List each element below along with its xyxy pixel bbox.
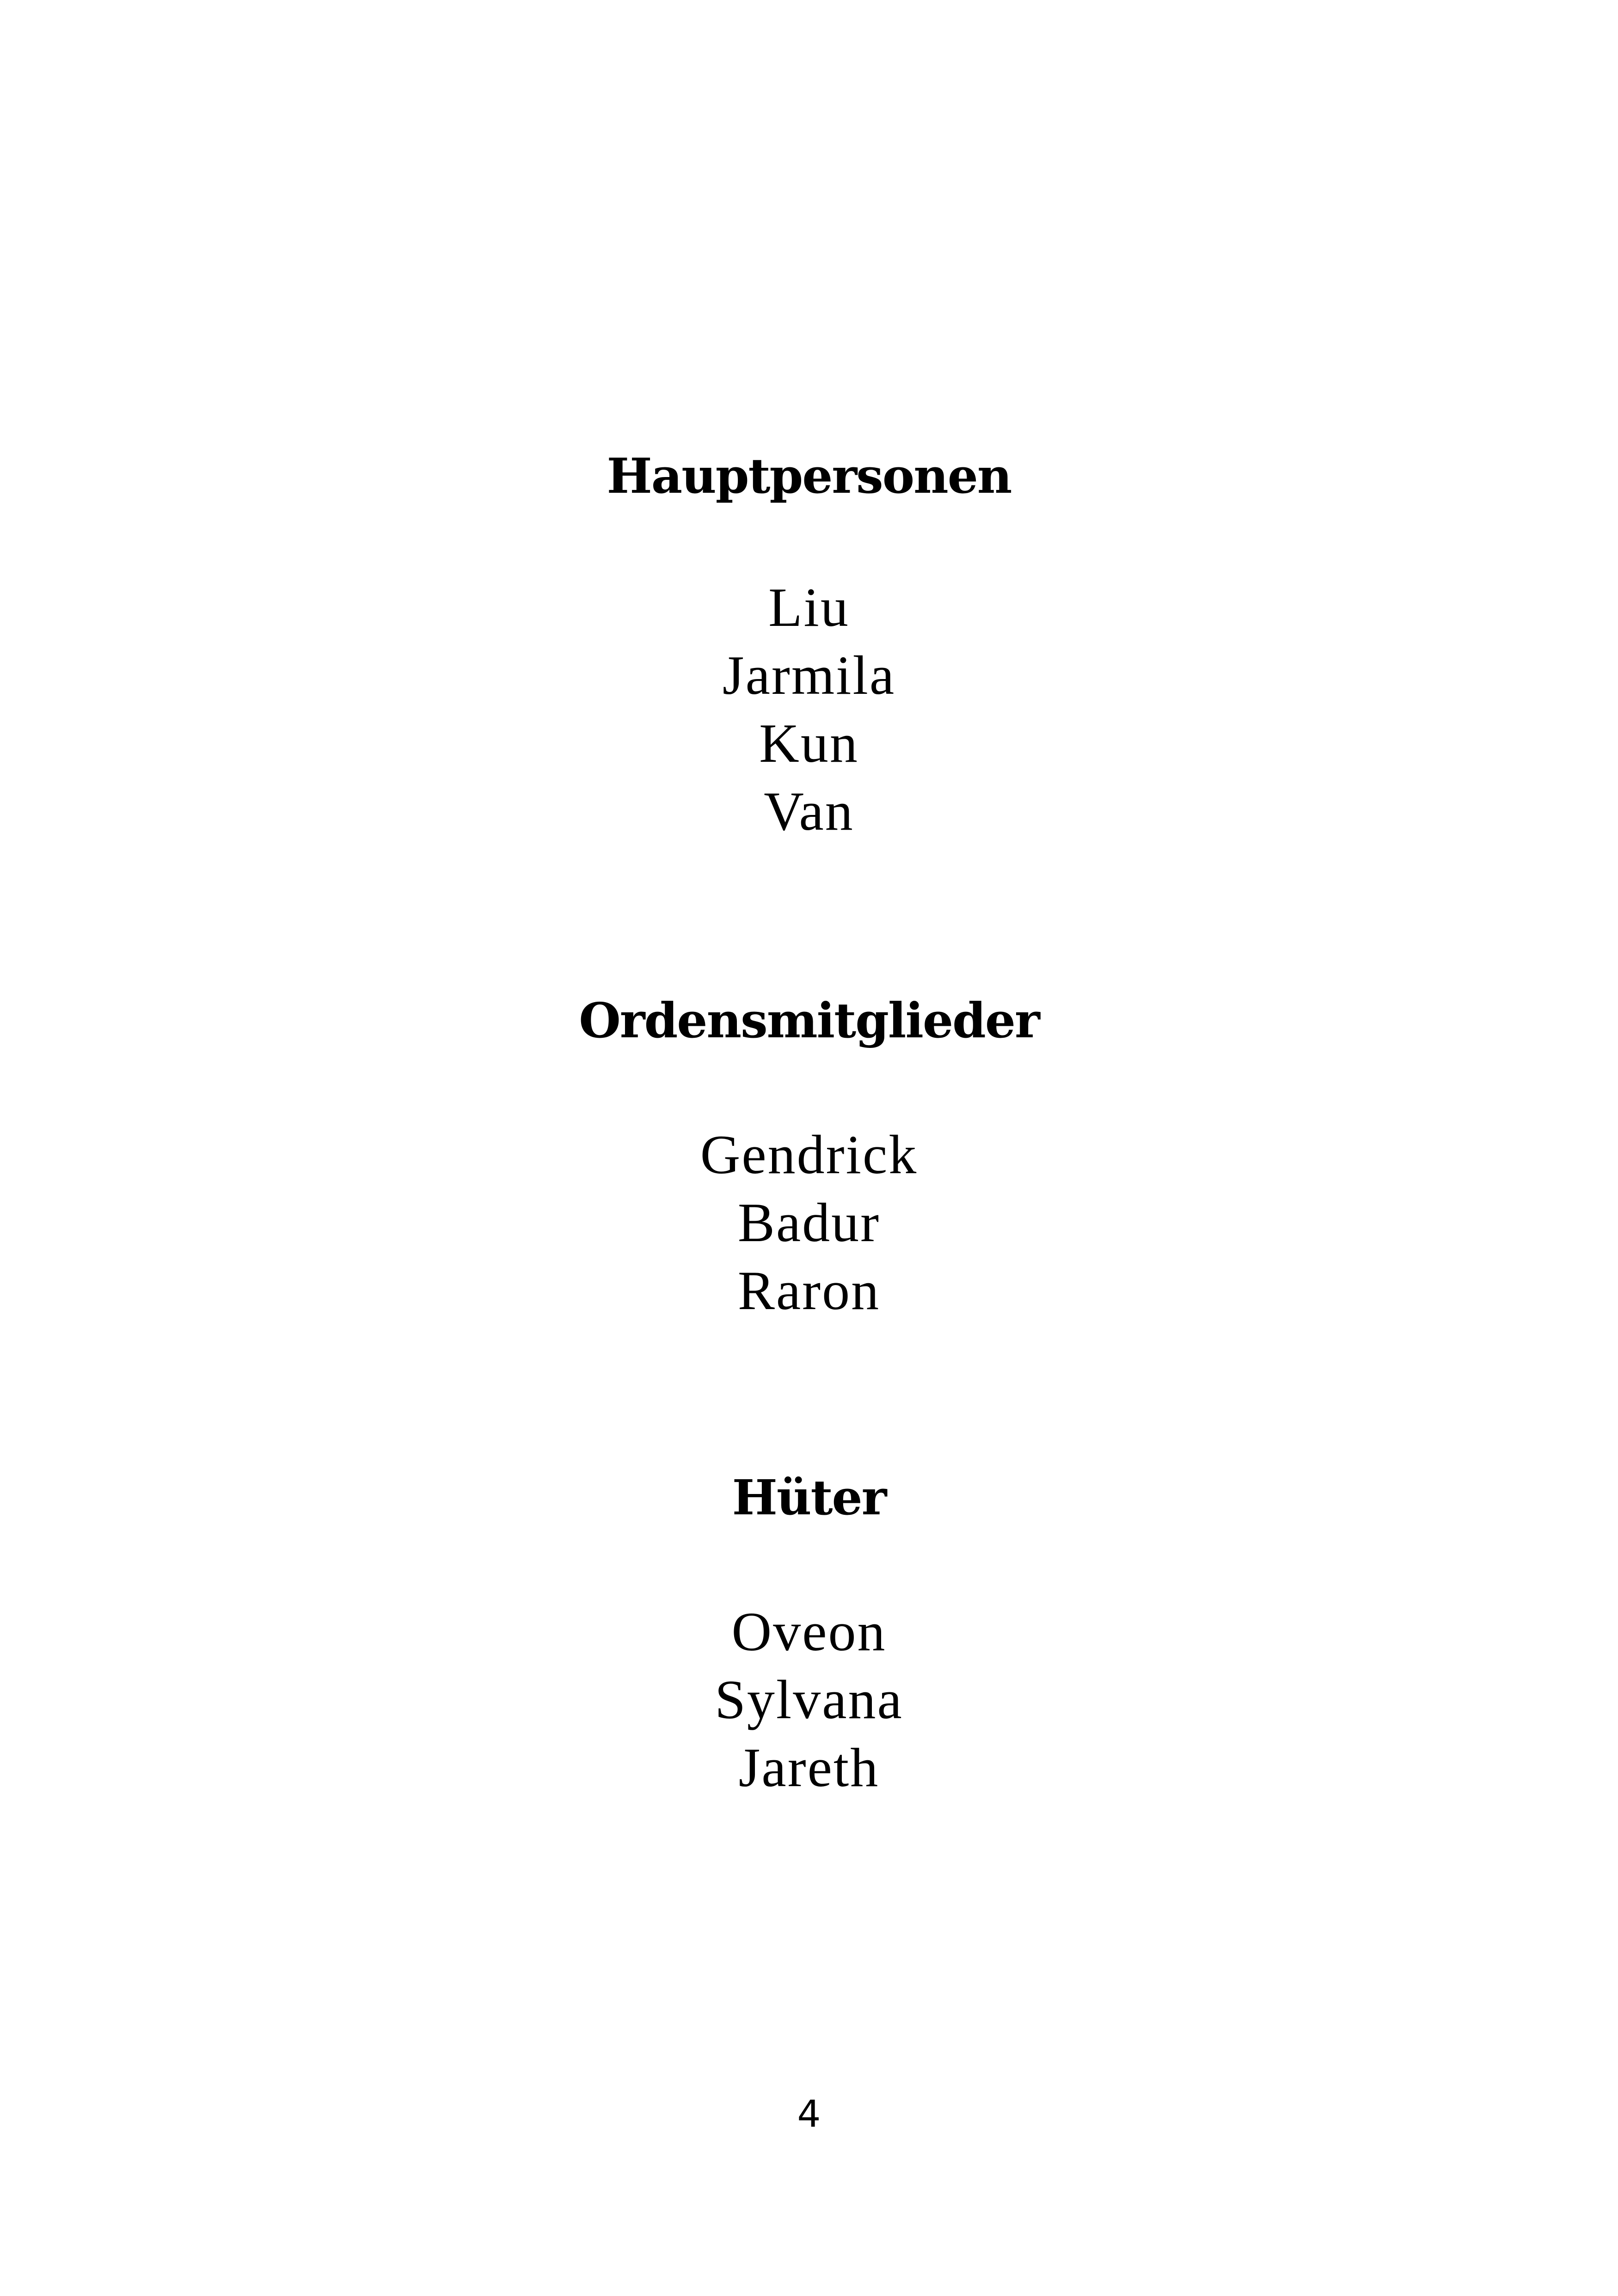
section-heading: Ordensmitglieder: [579, 992, 1039, 1049]
list-item: Van: [764, 780, 854, 842]
list-item: Jarmila: [722, 644, 896, 706]
name-list: [0, 1120, 1618, 1324]
section-ordensmitglieder: [0, 988, 1618, 1324]
name-list: [0, 1598, 1618, 1801]
list-item: Gendrick: [700, 1124, 918, 1185]
list-item: Liu: [768, 576, 850, 638]
list-item: Raron: [737, 1260, 881, 1321]
list-item: Sylvana: [715, 1669, 903, 1730]
name-list: [0, 573, 1618, 845]
list-item: Kun: [759, 712, 859, 774]
section-heading: Hauptpersonen: [607, 447, 1011, 504]
list-item: Jareth: [738, 1737, 880, 1798]
section-hauptpersonen: [0, 444, 1618, 845]
section-heading: Hüter: [732, 1469, 886, 1526]
section-hueter: [0, 1465, 1618, 1801]
list-item: Badur: [737, 1192, 881, 1253]
page-number: 4: [797, 2093, 821, 2136]
list-item: Oveon: [731, 1601, 887, 1662]
